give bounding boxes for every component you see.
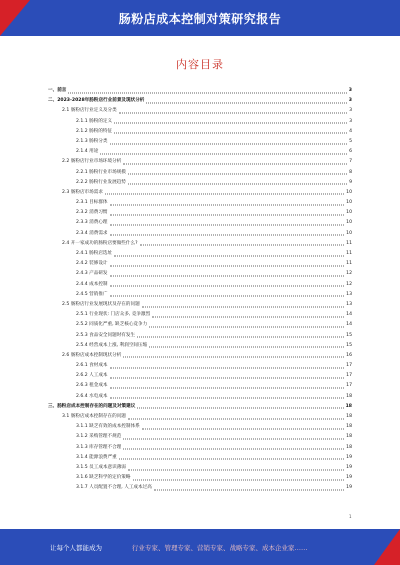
toc-leader-dots: [149, 326, 344, 327]
toc-entry[interactable]: [48, 422, 352, 432]
report-title: 肠粉店成本控制对策研究报告: [118, 12, 282, 26]
toc-entry-text: 2.5.2 同质化严重, 缺乏核心竞争力: [76, 322, 148, 328]
toc-entry-text: 2.4.5 营销推广: [76, 291, 108, 297]
page-header: [0, 0, 400, 36]
toc-entry-text: 2.1.2 肠粉的特征: [76, 128, 113, 134]
page-number: 1: [349, 514, 352, 519]
toc-leader-dots: [128, 469, 344, 470]
toc-leader-dots: [142, 428, 344, 429]
toc-entry-page: 16: [346, 352, 352, 358]
toc-entry-text: 2.1.3 肠粉分类: [76, 138, 108, 144]
toc-leader-dots: [146, 102, 346, 103]
toc-entry[interactable]: [48, 331, 352, 341]
toc-leader-dots: [110, 275, 345, 276]
toc-entry[interactable]: [48, 310, 352, 320]
toc-leader-dots: [110, 296, 345, 297]
toc-entry-page: 18: [346, 434, 352, 440]
toc-entry-page: 3: [349, 118, 352, 124]
toc-leader-dots: [137, 408, 343, 409]
toc-leader-dots: [110, 225, 345, 226]
toc-entry-text: 2.1 肠粉店行业定义及分类: [62, 108, 117, 114]
toc-entry-page: 19: [346, 454, 352, 460]
toc-entry-page: 18: [345, 403, 352, 409]
toc-entry-text: 2.3 肠粉店市场需求: [62, 189, 103, 195]
toc-entry-text: 2.2.2 肠粉行业发展趋势: [76, 179, 126, 185]
toc-leader-dots: [110, 214, 345, 215]
toc-entry-page: 14: [346, 322, 352, 328]
toc-entry-page: 13: [346, 291, 352, 297]
toc-entry-page: 11: [346, 240, 352, 246]
toc-entry[interactable]: [48, 463, 352, 473]
toc-entry-page: 18: [346, 424, 352, 430]
toc-leader-dots: [128, 184, 347, 185]
toc-entry-page: 10: [346, 189, 352, 195]
toc-entry-page: 10: [346, 230, 352, 236]
toc-entry-page: 4: [349, 128, 352, 134]
toc-entry[interactable]: [48, 178, 352, 188]
toc-entry-page: 19: [346, 485, 352, 491]
toc-entry-page: 10: [346, 210, 352, 216]
toc-entry-page: 7: [349, 159, 352, 165]
toc-entry-text: 三、肠粉店成本控制存在的问题及对策建议: [48, 403, 136, 409]
toc-entry-text: 3.1 肠粉店成本控制存在的问题: [62, 414, 126, 419]
toc-entry-text: 3.1.1 缺乏有效的成本控制体系: [76, 424, 140, 430]
toc-entry[interactable]: [48, 443, 352, 453]
toc-entry[interactable]: [48, 290, 352, 300]
toc-entry-text: 2.6 肠粉店成本控制现状分析: [62, 352, 122, 358]
toc-entry-text: 2.4 开一家成功的肠粉店要做些什么?: [62, 240, 138, 246]
toc-entry-text: 2.6.4 水电成本: [76, 393, 108, 399]
toc-entry-text: 2.5.1 行业现状: 门店众多, 竞争激烈: [76, 312, 151, 318]
toc-entry-text: 2.5 肠粉店行业发展现状及存在的问题: [62, 301, 140, 307]
toc-leader-dots: [152, 316, 344, 317]
toc-entry[interactable]: [48, 218, 352, 228]
toc-entry-text: 2.1.4 用途: [76, 149, 99, 155]
toc-entry-page: 3: [348, 98, 352, 104]
toc-entry-text: 2.3.4 消费需求: [76, 230, 108, 236]
toc-entry-text: 2.2 肠粉店行业市场环境分析: [62, 159, 122, 165]
toc-entry-text: 二、2023-2028年肠粉店行业前景及现状分析: [48, 98, 145, 104]
toc-entry-page: 14: [346, 312, 352, 318]
page-footer: [0, 529, 400, 565]
toc-leader-dots: [100, 153, 347, 154]
toc-entry[interactable]: [48, 137, 352, 147]
toc-entry[interactable]: [48, 361, 352, 371]
toc-leader-dots: [119, 112, 347, 113]
toc-entry-page: 11: [346, 251, 352, 256]
toc-entry-text: 2.4.3 产品研发: [76, 271, 108, 277]
toc-entry-text: 3.1.7 人员配置不合理, 人工成本过高: [76, 485, 152, 491]
toc-entry-page: 5: [349, 138, 352, 144]
toc-entry[interactable]: [48, 341, 352, 351]
toc-entry[interactable]: [48, 392, 352, 402]
toc-entry-text: 2.6.1 食材成本: [76, 363, 108, 369]
toc-leader-dots: [110, 286, 345, 287]
toc-entry-page: 11: [346, 261, 352, 267]
toc-entry[interactable]: [48, 117, 352, 127]
toc-leader-dots: [110, 367, 345, 368]
toc-entry-text: 2.5.4 经营成本上涨, 利润空间压缩: [76, 342, 148, 348]
toc-entry-page: 12: [346, 281, 352, 287]
toc-entry[interactable]: [48, 86, 352, 96]
toc-entry[interactable]: [48, 198, 352, 208]
toc-entry-text: 3.1.5 员工成本意识薄弱: [76, 464, 126, 470]
toc-leader-dots: [123, 449, 344, 450]
footer-red-corner: [374, 529, 400, 565]
toc-entry-page: 10: [346, 220, 352, 226]
toc-leader-dots: [119, 459, 344, 460]
toc-leader-dots: [114, 255, 344, 256]
toc-entry[interactable]: [48, 412, 352, 422]
footer-slogan: 让每个人都能成为: [50, 544, 102, 552]
toc-entry[interactable]: [48, 402, 352, 412]
toc-entry[interactable]: [48, 300, 352, 310]
toc-entry-page: 18: [346, 444, 352, 450]
toc-entry-page: 8: [349, 169, 352, 175]
toc-entry-text: 2.3.2 消费习惯: [76, 210, 108, 216]
toc-entry-text: 2.6.3 租金成本: [76, 383, 108, 389]
toc-entry-text: 3.1.3 库存管理不合理: [76, 444, 122, 450]
toc-entry[interactable]: [48, 473, 352, 483]
toc-entry[interactable]: [48, 188, 352, 198]
toc-entry[interactable]: [48, 106, 352, 116]
toc-leader-dots: [110, 398, 345, 399]
toc-entry-text: 2.2.1 肠粉行业市场规模: [76, 169, 126, 175]
toc-entry[interactable]: [48, 147, 352, 157]
toc-entry[interactable]: [48, 351, 352, 361]
toc-leader-dots: [110, 204, 345, 205]
toc-leader-dots: [114, 133, 347, 134]
toc-entry-text: 3.1.4 能源浪费严重: [76, 454, 117, 460]
toc-entry-page: 15: [346, 332, 352, 338]
toc-entry-page: 17: [346, 383, 352, 389]
toc-entry-page: 6: [349, 149, 352, 155]
toc-leader-dots: [110, 265, 345, 266]
toc-leader-dots: [142, 306, 344, 307]
toc-leader-dots: [128, 418, 344, 419]
toc-entry-text: 一、前言: [48, 88, 67, 93]
toc-leader-dots: [110, 235, 345, 236]
toc-leader-dots: [133, 479, 345, 480]
toc-entry-text: 2.3.1 目标群体: [76, 200, 108, 206]
toc-entry[interactable]: [48, 280, 352, 290]
toc-entry-page: 17: [346, 373, 352, 379]
toc-leader-dots: [123, 357, 344, 358]
toc-entry-text: 2.4.2 装修设计: [76, 261, 108, 267]
toc-entry-page: 18: [346, 393, 352, 399]
toc-leader-dots: [110, 388, 345, 389]
toc-entry[interactable]: [48, 483, 352, 493]
toc-entry[interactable]: [48, 208, 352, 218]
toc-leader-dots: [123, 438, 344, 439]
toc-entry[interactable]: [48, 432, 352, 442]
toc-leader-dots: [105, 194, 344, 195]
toc-entry-page: 19: [346, 475, 352, 481]
toc-entry[interactable]: [48, 269, 352, 279]
toc-entry[interactable]: [48, 371, 352, 381]
toc-entry-text: 3.1.2 采购管理不规范: [76, 434, 122, 440]
toc-entry-page: 3: [348, 88, 352, 93]
table-of-contents: [48, 86, 352, 494]
toc-entry[interactable]: [48, 127, 352, 137]
toc-entry[interactable]: [48, 229, 352, 239]
toc-leader-dots: [68, 92, 346, 93]
footer-roles: 行业专家、管理专家、营销专家、战略专家、成本企业家……: [132, 544, 308, 552]
toc-leader-dots: [110, 143, 348, 144]
toc-leader-dots: [114, 123, 347, 124]
toc-leader-dots: [123, 163, 347, 164]
toc-entry-text: 2.1.1 肠粉的定义: [76, 118, 113, 124]
toc-entry-text: 2.5.3 食品安全问题时有发生: [76, 332, 136, 338]
toc-heading: 内容目录: [176, 58, 224, 71]
toc-entry-page: 3: [349, 108, 352, 114]
toc-leader-dots: [154, 489, 344, 490]
toc-entry-text: 2.6.2 人工成本: [76, 373, 108, 379]
toc-leader-dots: [149, 347, 344, 348]
toc-entry[interactable]: [48, 96, 352, 106]
toc-entry[interactable]: [48, 320, 352, 330]
toc-entry[interactable]: [48, 381, 352, 391]
toc-entry[interactable]: [48, 259, 352, 269]
toc-entry-page: 15: [346, 342, 352, 348]
toc-entry-text: 2.4.4 成本控制: [76, 281, 108, 287]
toc-entry[interactable]: [48, 157, 352, 167]
toc-entry-text: 2.4.1 肠粉店选址: [76, 251, 113, 256]
toc-entry-page: 9: [349, 179, 352, 185]
toc-entry-page: 17: [346, 363, 352, 369]
toc-leader-dots: [128, 174, 347, 175]
toc-entry-page: 12: [346, 271, 352, 277]
toc-entry-page: 19: [346, 464, 352, 470]
toc-entry-page: 18: [346, 414, 352, 419]
toc-entry[interactable]: [48, 168, 352, 178]
toc-leader-dots: [140, 245, 345, 246]
toc-entry-text: 3.1.6 缺乏科学的定价策略: [76, 475, 131, 481]
toc-entry-text: 2.3.3 消费心理: [76, 220, 108, 226]
toc-entry-page: 10: [346, 200, 352, 206]
toc-entry[interactable]: [48, 249, 352, 259]
toc-leader-dots: [137, 337, 344, 338]
toc-entry[interactable]: [48, 239, 352, 249]
toc-entry-page: 13: [346, 301, 352, 307]
toc-leader-dots: [110, 377, 345, 378]
toc-entry[interactable]: [48, 453, 352, 463]
